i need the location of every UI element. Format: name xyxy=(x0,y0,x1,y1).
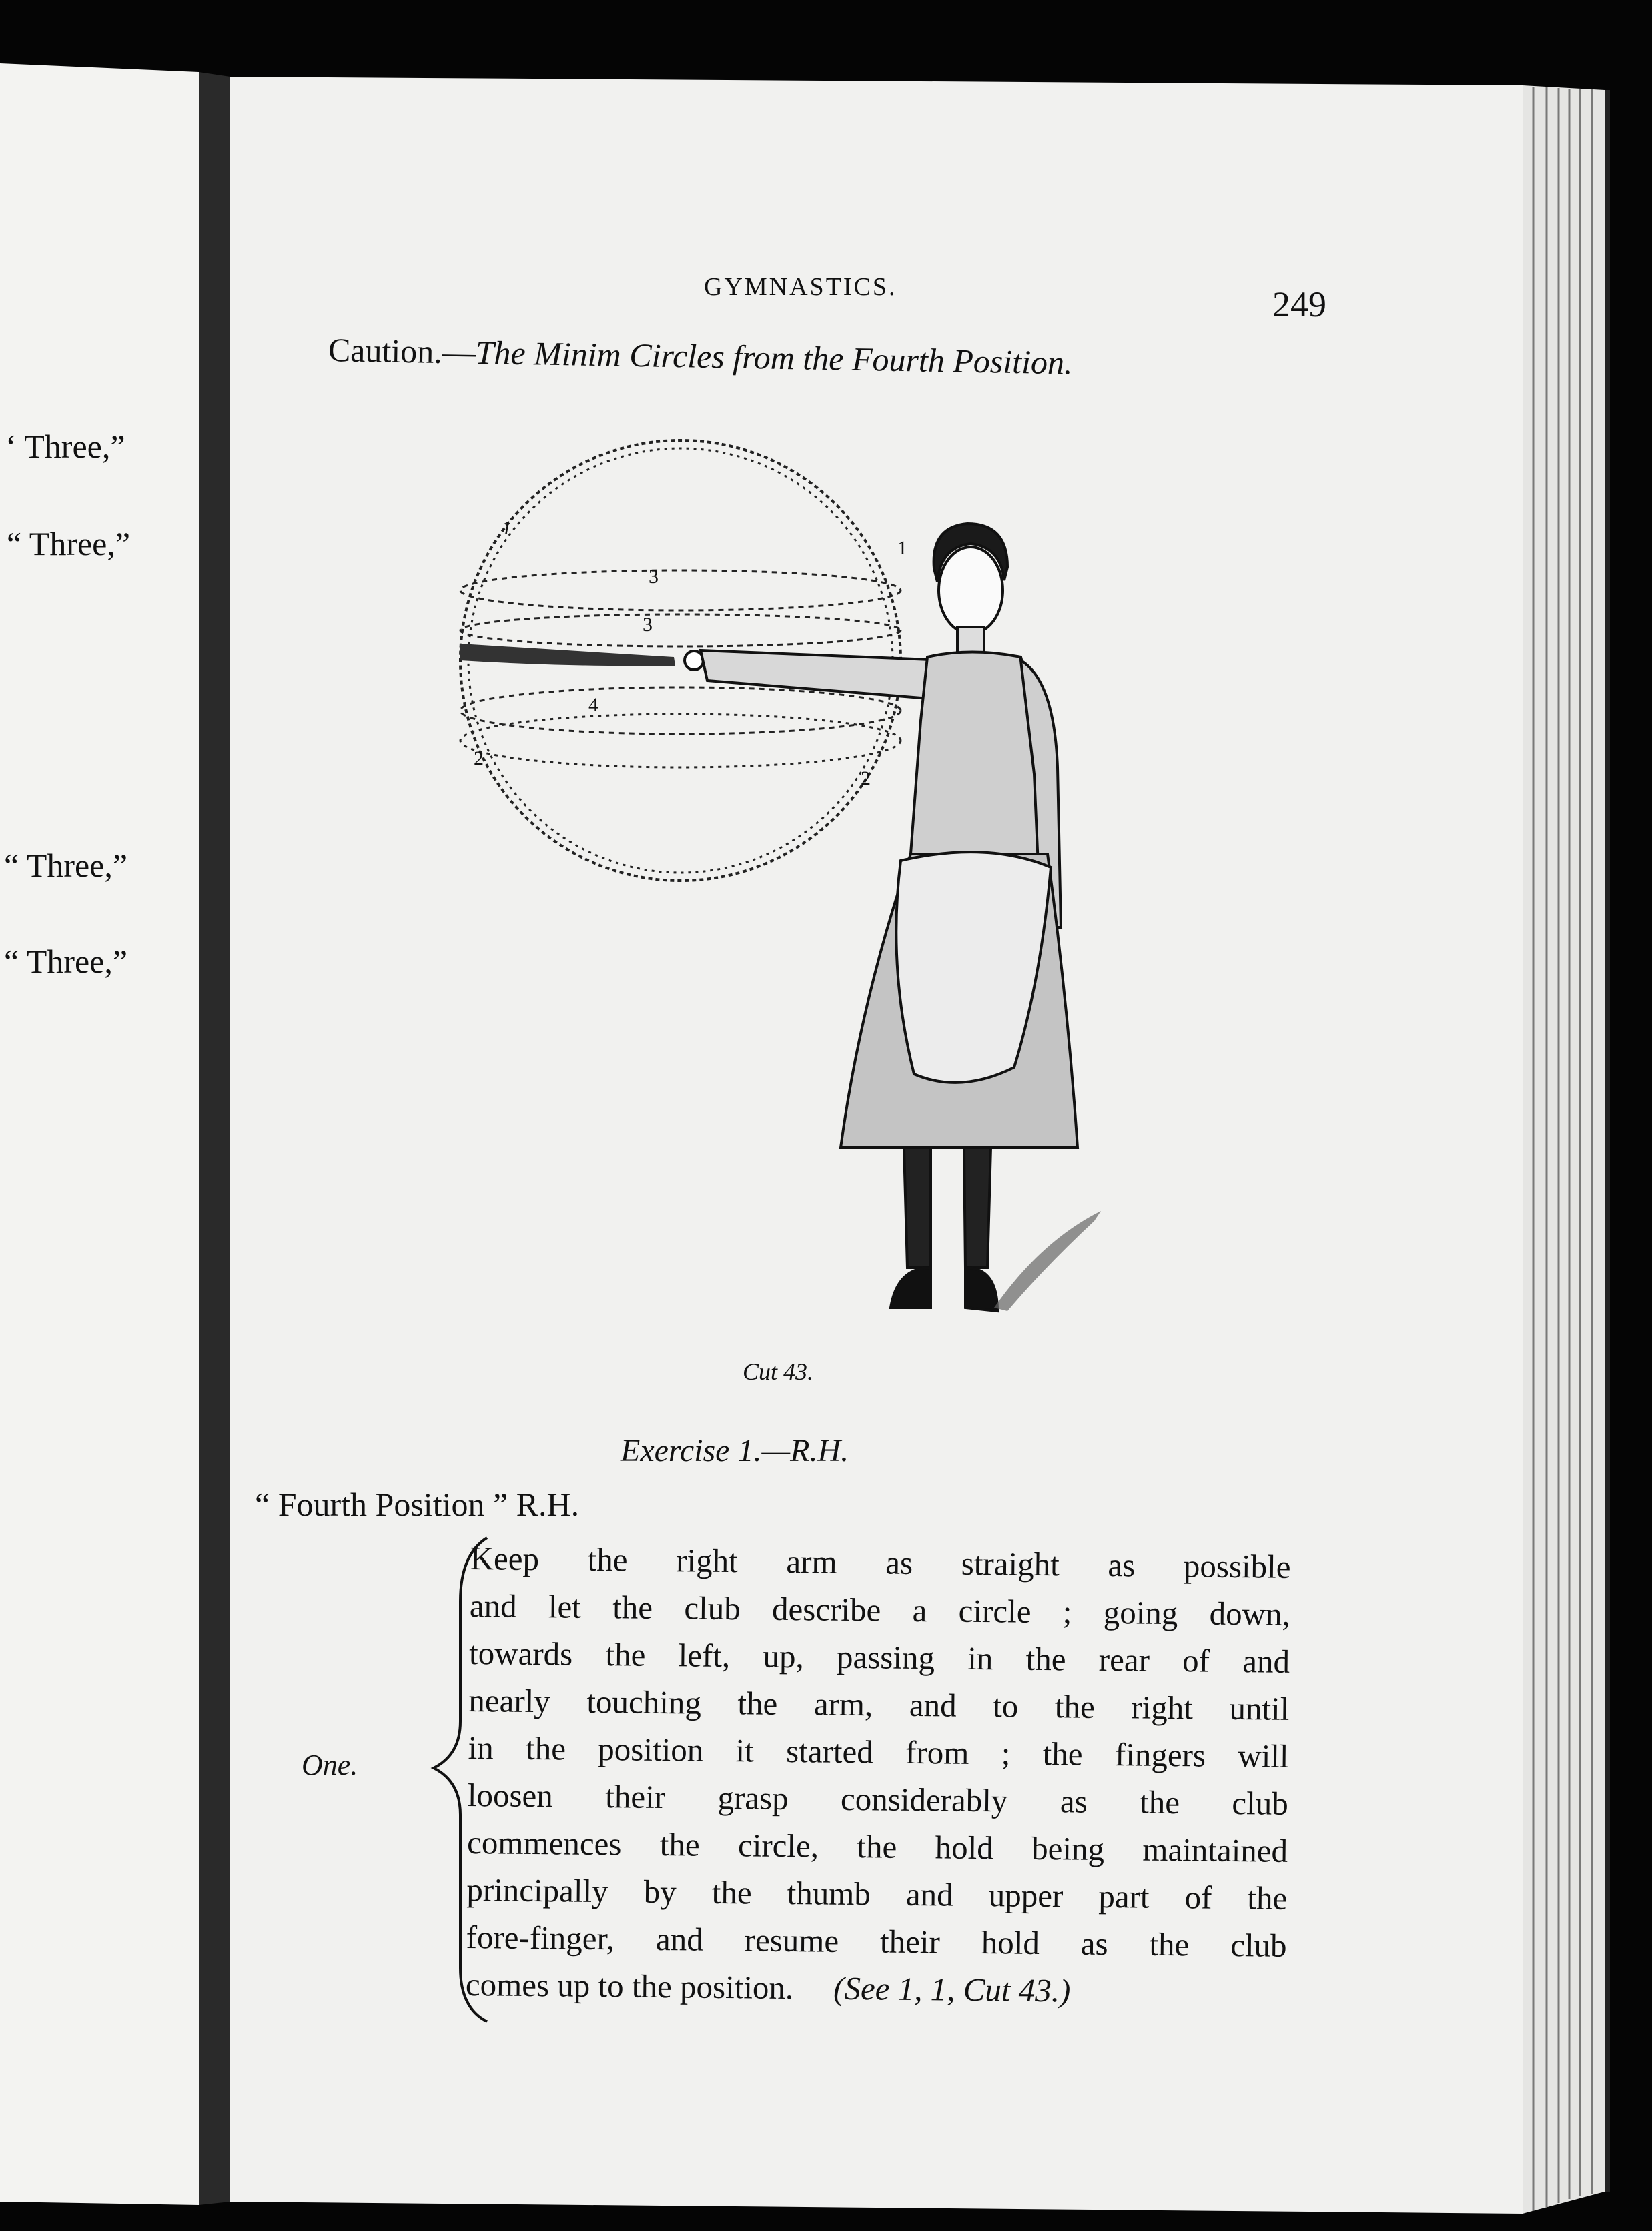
circle-label-1-left: 1 xyxy=(502,517,512,539)
instruction-line: fore-finger, and resume their hold as the club xyxy=(466,1918,1287,1964)
instruction-last-line xyxy=(466,1961,1287,2017)
left-page-fragment: ‘ Three,” xyxy=(5,428,125,465)
command-line: “ Fourth Position ” R.H. xyxy=(255,1486,580,1523)
face xyxy=(939,547,1003,634)
count-label: One. xyxy=(302,1749,358,1781)
instruction-line: and let the club describe a circle ; going down, xyxy=(469,1587,1291,1633)
instruction-line: towards the left, up, passing in the rear of and xyxy=(468,1634,1290,1680)
instruction-line: loosen their grasp considerably as the club xyxy=(467,1776,1289,1822)
circle-label-2-right: 2 xyxy=(861,767,871,789)
instruction-line: Keep the right arm as straight as possible xyxy=(470,1539,1291,1585)
instruction-line: in the position it started from ; the fingers will xyxy=(468,1729,1289,1775)
circle-label-4: 4 xyxy=(588,694,598,716)
binding-gutter xyxy=(199,72,230,2205)
left-page-fragment: “ Three,” xyxy=(4,943,128,980)
circle-label-2-left: 2 xyxy=(474,747,484,769)
instruction-line: commences the circle, the hold being maintained xyxy=(466,1823,1288,1869)
caution-lead: Caution.— xyxy=(328,331,476,371)
circle-label-3-upper: 3 xyxy=(649,566,659,588)
left-page-fragment: “ Three,” xyxy=(4,847,128,884)
instruction-paragraph xyxy=(466,1534,1291,2017)
figure-caption: Cut 43. xyxy=(743,1358,814,1385)
exercise-heading: Exercise 1.—R.H. xyxy=(621,1433,849,1468)
circle-label-3-lower: 3 xyxy=(643,614,653,636)
instruction-line: nearly touching the arm, and to the right until xyxy=(468,1681,1290,1727)
caution-title: The Minim Circles from the Fourth Position. xyxy=(475,333,1074,382)
instruction-line: principally by the thumb and upper part of the xyxy=(466,1871,1288,1917)
circle-label-1-right: 1 xyxy=(897,537,907,559)
figure-reference: (See 1, 1, Cut 43.) xyxy=(833,1969,1071,2010)
left-page-fragment: “ Three,” xyxy=(7,525,131,562)
left-page xyxy=(0,63,199,2205)
instruction-line: comes up to the position. xyxy=(465,1965,794,2007)
running-header: GYMNASTICS. xyxy=(704,273,897,301)
page-number: 249 xyxy=(1272,284,1326,324)
